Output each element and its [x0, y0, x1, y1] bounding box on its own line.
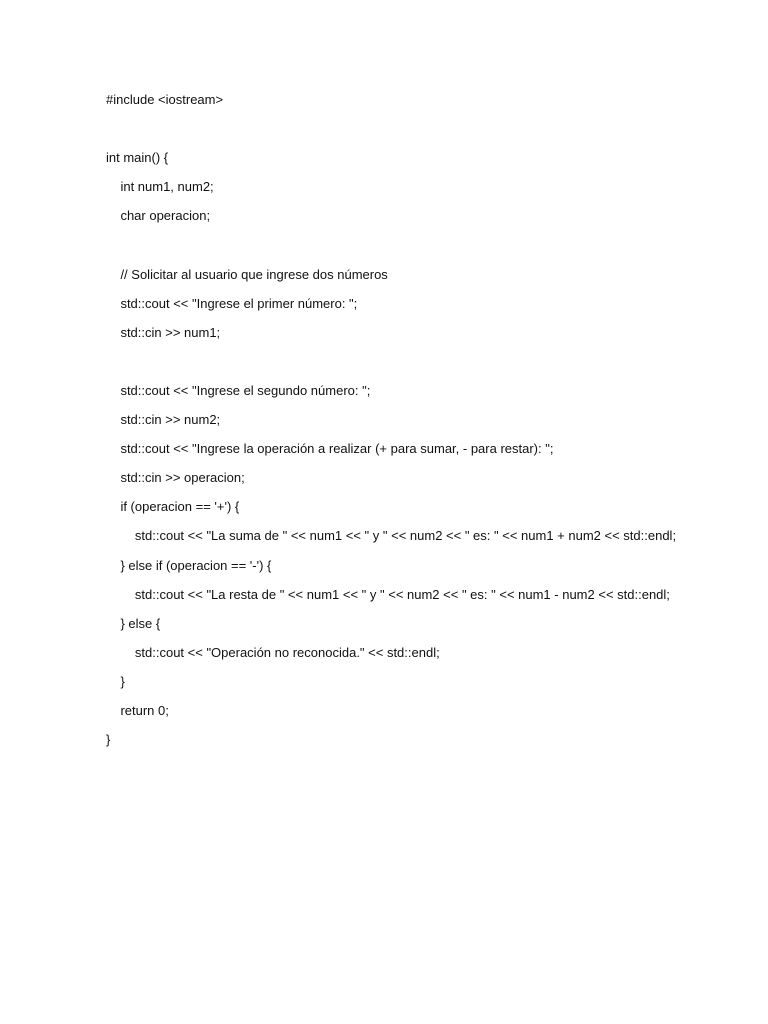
code-line: std::cin >> num2;: [106, 412, 221, 428]
code-line: [106, 118, 726, 147]
code-listing: [106, 89, 726, 758]
code-line: [106, 234, 726, 263]
code-line: std::cout << "La suma de " << num1 << " y " << num2 << " es: " << num1 + num2 << std::endl;: [106, 528, 677, 544]
code-line: }: [106, 673, 125, 689]
code-comment-line: // Solicitar al usuario que ingrese dos números: [106, 266, 388, 282]
code-line: int num1, num2;: [106, 179, 214, 195]
code-line: } else if (operacion == '-') {: [106, 557, 272, 573]
code-line: char operacion;: [106, 208, 211, 224]
code-line: if (operacion == '+') {: [106, 499, 240, 515]
code-line: [106, 351, 726, 380]
code-line: std::cout << "Ingrese el primer número: ";: [106, 295, 358, 311]
code-line: } else {: [106, 615, 161, 631]
code-line: }: [106, 732, 111, 748]
code-line: return 0;: [106, 702, 169, 718]
code-line: std::cout << "Operación no reconocida." << std::endl;: [106, 644, 440, 660]
code-line: #include <iostream>: [106, 92, 224, 107]
code-line: std::cout << "Ingrese la operación a realizar (+ para sumar, - para restar): ";: [106, 441, 554, 457]
code-line: int main() {: [106, 150, 169, 166]
code-line: std::cin >> num1;: [106, 324, 221, 340]
code-line: std::cout << "La resta de " << num1 << " y " << num2 << " es: " << num1 - num2 << std::endl;: [106, 586, 670, 602]
code-line: std::cin >> operacion;: [106, 470, 245, 486]
code-line: std::cout << "Ingrese el segundo número: ";: [106, 382, 371, 398]
